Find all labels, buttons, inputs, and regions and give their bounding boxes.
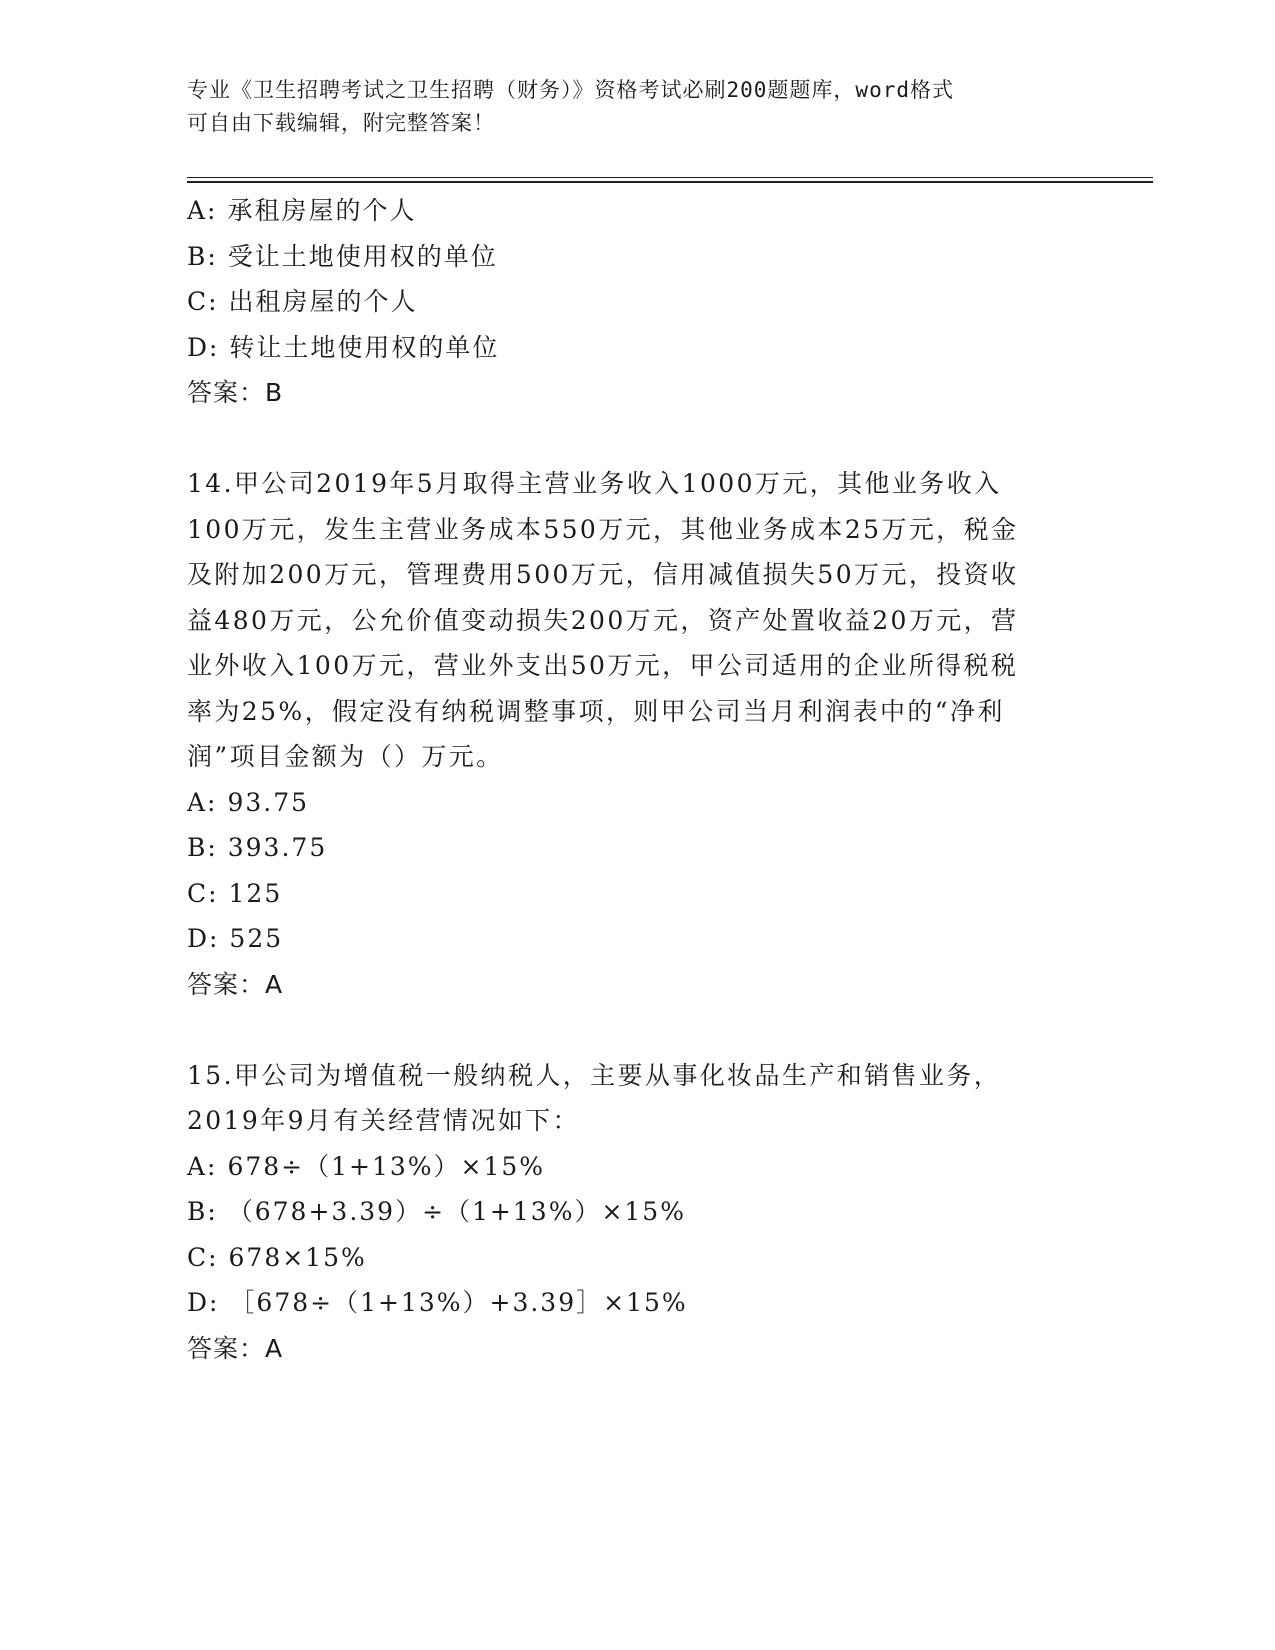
option-text: ［678÷（1+13%）+3.39］×15%	[229, 1288, 688, 1317]
option-text: 393.75	[227, 833, 328, 862]
option-letter: D:	[187, 332, 220, 362]
option-text: 678÷（1+13%）×15%	[227, 1151, 546, 1181]
question-text-line: 及附加200万元，管理费用500万元，信用减值损失50万元，投资收	[187, 560, 1019, 589]
option-text: 受让土地使用权的单位	[227, 241, 498, 271]
option-text: 转让土地使用权的单位	[229, 332, 500, 362]
spacer	[187, 1007, 1087, 1053]
option-b	[187, 1189, 1087, 1235]
question-text-line: 14.甲公司2019年5月取得主营业务收入1000万元，其他业务收入	[187, 469, 1002, 498]
option-text: 承租房屋的个人	[227, 196, 417, 225]
question-content	[187, 188, 1087, 1371]
question-text-line: 益480万元，公允价值变动损失200万元，资产处置收益20万元，营	[187, 605, 1019, 635]
option-b	[187, 234, 1087, 280]
option-text: 93.75	[227, 787, 310, 817]
question-14	[187, 461, 1087, 1007]
question-15	[187, 1053, 1087, 1372]
option-c	[187, 1235, 1087, 1281]
option-a	[187, 188, 1087, 234]
answer-line: 答案：B	[187, 378, 284, 407]
option-letter: C:	[187, 287, 219, 316]
option-d	[187, 916, 1087, 962]
option-text: 出租房屋的个人	[228, 287, 418, 316]
question-text-line: 2019年9月有关经营情况如下：	[187, 1106, 580, 1135]
option-a	[187, 1144, 1087, 1190]
answer-line: 答案：A	[187, 1333, 284, 1363]
question-13	[187, 188, 1087, 416]
header-title-line-1: 专业《卫生招聘考试之卫生招聘（财务）》资格考试必刷200题题库，word格式	[187, 78, 954, 102]
option-c	[187, 279, 1087, 325]
option-letter: D:	[187, 1288, 220, 1317]
option-letter: C:	[187, 878, 219, 908]
option-letter: C:	[187, 1242, 219, 1272]
document-header	[187, 74, 1067, 140]
answer-line: 答案：A	[187, 969, 284, 999]
option-text: 678×15%	[228, 1242, 367, 1272]
question-text-line: 100万元，发生主营业务成本550万元，其他业务成本25万元，税金	[187, 514, 1019, 544]
option-text: （678+3.39）÷（1+13%）×15%	[227, 1197, 686, 1226]
option-d	[187, 1280, 1087, 1326]
question-text-line: 业外收入100万元，营业外支出50万元，甲公司适用的企业所得税税	[187, 651, 1019, 680]
option-letter: A:	[187, 787, 218, 817]
header-title-line-2: 可自由下载编辑，附完整答案！	[187, 111, 495, 135]
option-letter: B:	[187, 1197, 218, 1226]
question-text-line: 15.甲公司为增值税一般纳税人，主要从事化妆品生产和销售业务，	[187, 1060, 1002, 1090]
option-c	[187, 871, 1087, 917]
question-text-line: 润”项目金额为（）万元。	[187, 742, 504, 771]
option-d	[187, 325, 1087, 371]
header-rule-thick	[187, 181, 1153, 183]
option-letter: A:	[187, 1151, 218, 1181]
option-letter: B:	[187, 833, 218, 862]
option-a	[187, 780, 1087, 826]
header-rule-thin	[187, 177, 1153, 178]
option-letter: A:	[187, 196, 218, 225]
option-letter: D:	[187, 924, 220, 953]
option-text: 525	[229, 924, 284, 953]
option-b	[187, 825, 1087, 871]
option-letter: B:	[187, 241, 218, 271]
question-text-line: 率为25%，假定没有纳税调整事项，则甲公司当月利润表中的“净利	[187, 696, 1005, 726]
option-text: 125	[228, 878, 283, 908]
spacer	[187, 416, 1087, 462]
